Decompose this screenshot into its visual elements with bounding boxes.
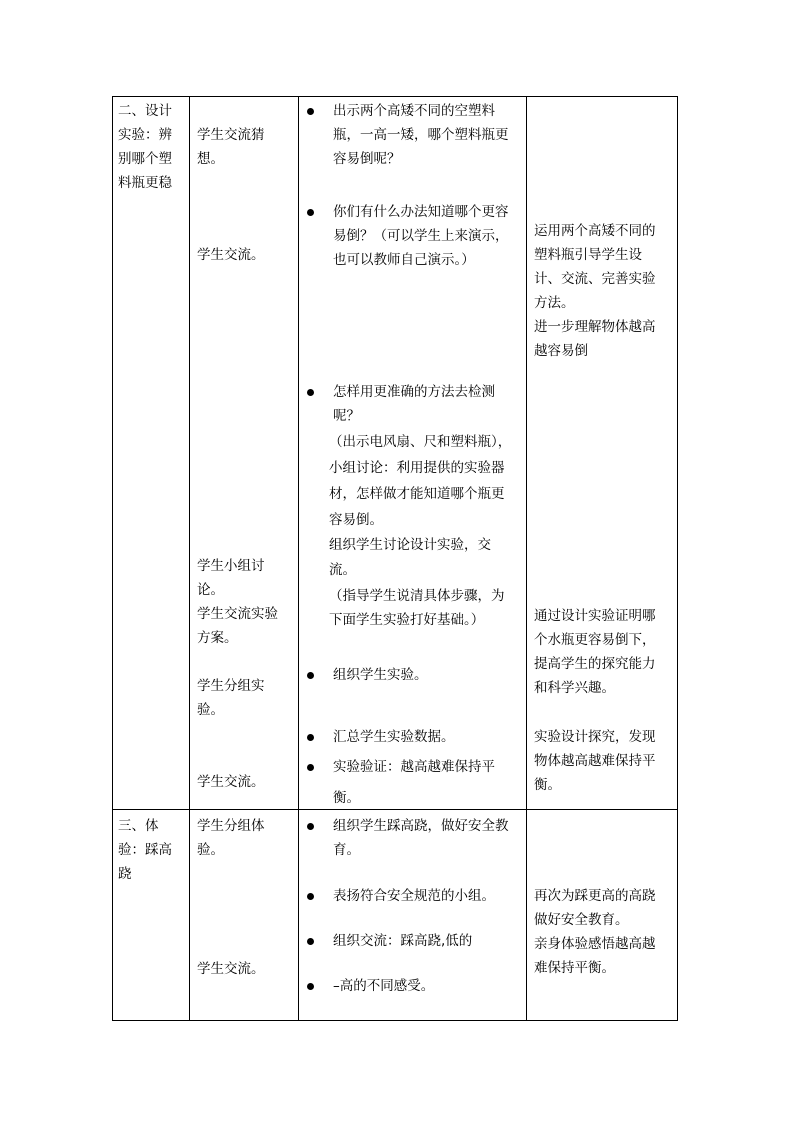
intent-line: 计、交流、完善实验 <box>534 271 656 287</box>
row-divider <box>112 809 678 810</box>
teacher-activity-line: 出示两个高矮不同的空塑料 <box>333 103 495 119</box>
table-border-top <box>112 96 678 97</box>
teacher-activity-line: 组织学生踩高跷，做好安全教 <box>333 818 509 834</box>
bullet-icon <box>307 389 314 396</box>
student-activity-line: 学生交流。 <box>197 247 265 263</box>
student-activity-line: 学生分组体 <box>197 818 265 834</box>
intent-line: 进一步理解物体越高 <box>534 319 656 335</box>
column-divider-2 <box>298 96 299 1021</box>
intent-line: 再次为踩更高的高跷 <box>534 888 656 904</box>
stage-line: 跷 <box>118 866 132 882</box>
student-activity-line: 论。 <box>197 582 224 598</box>
teacher-activity-line: 下面学生实验打好基础。） <box>329 612 485 628</box>
teacher-activity-line: 组织学生讨论设计实验，交 <box>329 537 491 553</box>
column-divider-1 <box>189 96 190 1021</box>
bullet-icon <box>307 983 314 990</box>
intent-line: 越容易倒 <box>534 343 588 359</box>
intent-line: 个水瓶更容易倒下， <box>534 632 656 648</box>
intent-line: 方法。 <box>534 295 575 311</box>
teacher-activity-line: （出示电风扇、尺和塑料瓶）， <box>329 434 512 450</box>
teacher-activity-line: 组织学生实验。 <box>333 667 428 683</box>
stage-line: 二、设计 <box>118 103 172 119</box>
table-border-bottom <box>112 1020 678 1021</box>
bullet-icon <box>307 823 314 830</box>
student-activity-line: 学生交流。 <box>197 961 265 977</box>
student-activity-line: 学生小组讨 <box>197 558 265 574</box>
teacher-activity-line: （指导学生说清具体步骤，为 <box>329 588 505 604</box>
teacher-activity-line: 也可以教师自己演示。） <box>333 252 475 268</box>
teacher-activity-line: 容易倒。 <box>329 512 383 528</box>
intent-line: 塑料瓶引导学生设 <box>534 247 642 263</box>
student-activity-line: 学生交流实验 <box>197 606 278 622</box>
teacher-activity-line: 衡。 <box>333 790 360 806</box>
teacher-activity-line: 瓶，一高一矮，哪个塑料瓶更 <box>333 127 509 143</box>
intent-line: 难保持平衡。 <box>534 960 615 976</box>
stage-line: 验：踩高 <box>118 842 172 858</box>
bullet-icon <box>307 209 314 216</box>
intent-line: 和科学兴趣。 <box>534 680 615 696</box>
intent-line: 提高学生的探究能力 <box>534 656 656 672</box>
teacher-activity-line: 容易倒呢？ <box>333 151 401 167</box>
bullet-icon <box>307 893 314 900</box>
teacher-activity-line: 易倒？（可以学生上来演示， <box>333 228 509 244</box>
stage-line: 料瓶更稳 <box>118 175 172 191</box>
bullet-icon <box>307 938 314 945</box>
student-activity-line: 学生分组实 <box>197 678 265 694</box>
stage-line: 三、体 <box>118 818 159 834</box>
stage-line: 实验：辨 <box>118 127 172 143</box>
teacher-activity-line: 组织交流：踩高跷,低的 <box>333 933 473 949</box>
table-border-right <box>677 96 678 1021</box>
bullet-icon <box>307 108 314 115</box>
teacher-activity-line: 实验验证：越高越难保持平 <box>333 759 495 775</box>
intent-line: 亲身体验感悟越高越 <box>534 936 656 952</box>
student-activity-line: 方案。 <box>197 630 238 646</box>
student-activity-line: 验。 <box>197 702 224 718</box>
teacher-activity-line: 小组讨论：利用提供的实验器 <box>329 460 505 476</box>
intent-line: 衡。 <box>534 777 561 793</box>
teacher-activity-line: 流。 <box>329 562 356 578</box>
student-activity-line: 验。 <box>197 842 224 858</box>
intent-line: 物体越高越难保持平 <box>534 753 656 769</box>
column-divider-3 <box>526 96 527 1021</box>
teacher-activity-line: 呢？ <box>333 408 360 424</box>
bullet-icon <box>307 672 314 679</box>
teacher-activity-line: 表扬符合安全规范的小组。 <box>333 888 495 904</box>
bullet-icon <box>307 734 314 741</box>
intent-line: 做好安全教育。 <box>534 912 629 928</box>
teacher-activity-line: –高的不同感受。 <box>333 978 435 994</box>
teacher-activity-line: 你们有什么办法知道哪个更容 <box>333 204 509 220</box>
teacher-activity-line: 怎样用更准确的方法去检测 <box>333 384 495 400</box>
intent-line: 运用两个高矮不同的 <box>534 223 656 239</box>
student-activity-line: 学生交流猜 <box>197 127 265 143</box>
stage-line: 别哪个塑 <box>118 151 172 167</box>
bullet-icon <box>307 764 314 771</box>
teacher-activity-line: 育。 <box>333 842 360 858</box>
table-border-left <box>112 96 113 1021</box>
student-activity-line: 学生交流。 <box>197 774 265 790</box>
teacher-activity-line: 材，怎样做才能知道哪个瓶更 <box>329 486 505 502</box>
teacher-activity-line: 汇总学生实验数据。 <box>333 729 455 745</box>
student-activity-line: 想。 <box>197 151 224 167</box>
intent-line: 通过设计实验证明哪 <box>534 608 656 624</box>
intent-line: 实验设计探究，发现 <box>534 729 656 745</box>
